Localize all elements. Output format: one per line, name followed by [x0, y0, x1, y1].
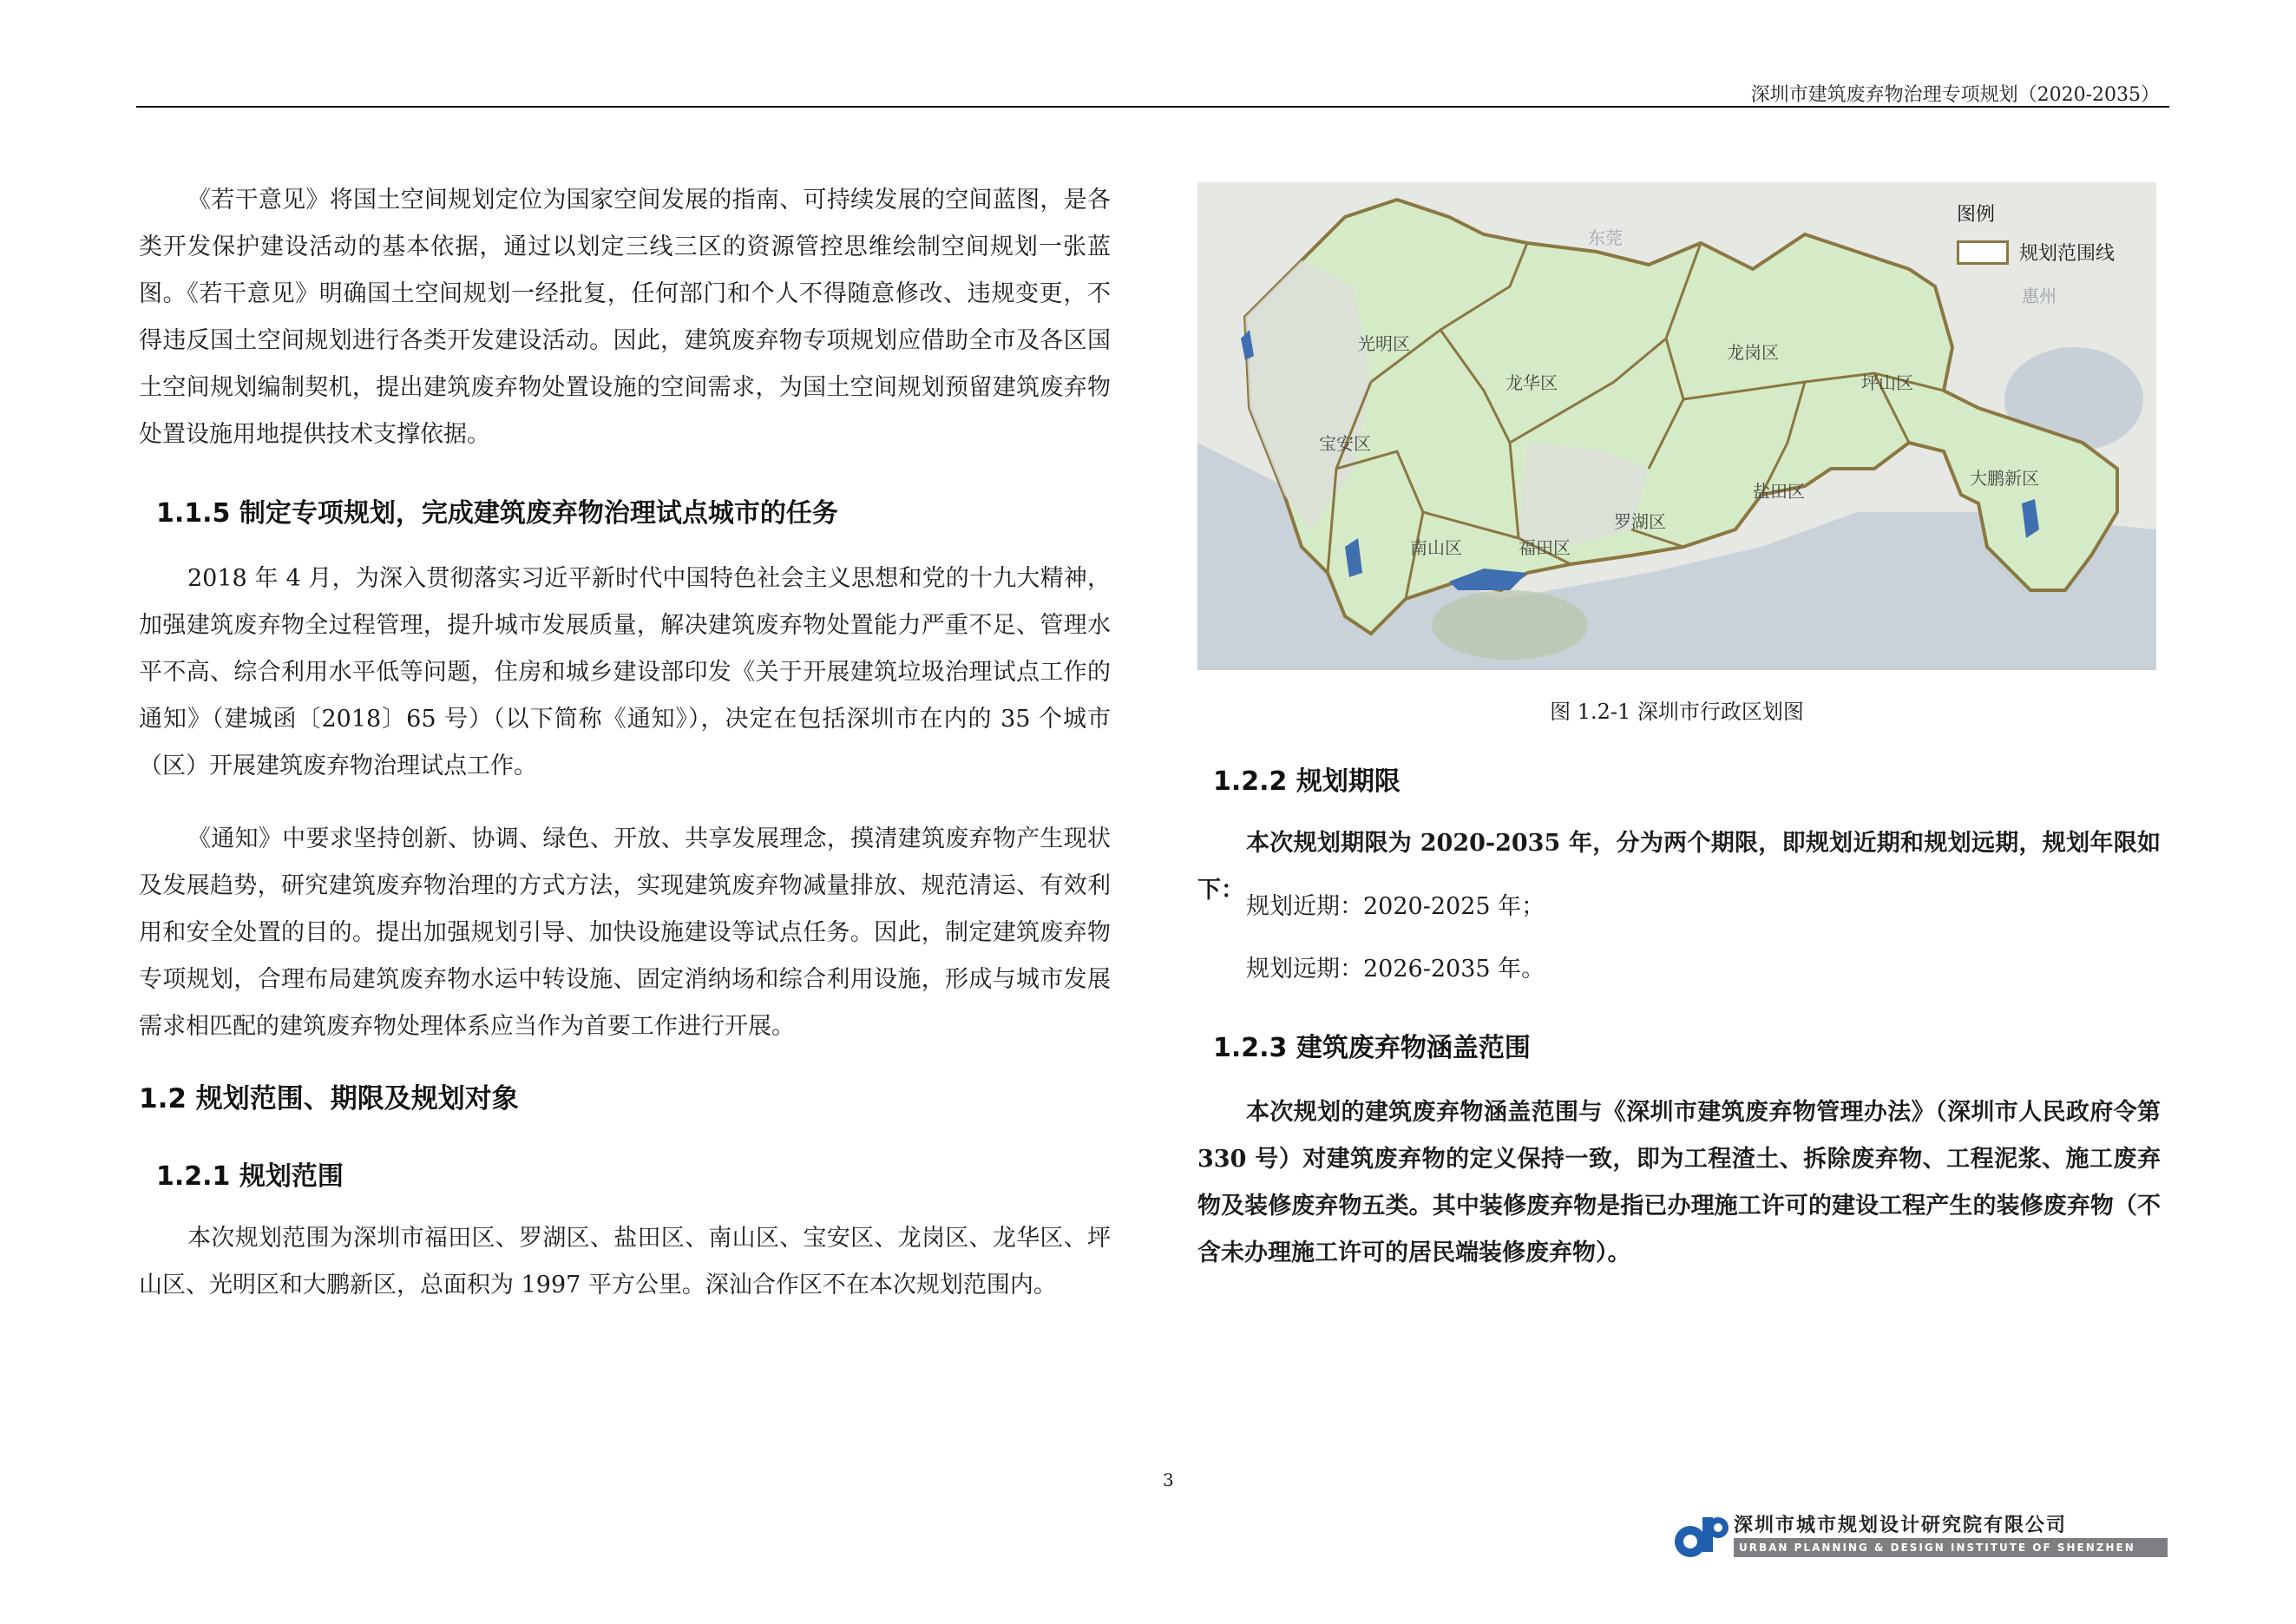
paragraph-near-term: 规划近期：2020-2025 年； [1246, 893, 1545, 920]
legend-row [1957, 239, 2115, 266]
heading-1-1-5: 1.1.5 制定专项规划，完成建筑废弃物治理试点城市的任务 [156, 498, 838, 529]
heading-1-2-2: 1.2.2 规划期限 [1213, 766, 1401, 797]
label-longhua: 龙华区 [1506, 372, 1558, 393]
label-futian: 福田区 [1519, 537, 1571, 558]
shenzhen-district-map [1197, 182, 2156, 670]
paragraph-far-term: 规划远期：2026-2035 年。 [1246, 956, 1545, 983]
heading-1-2: 1.2 规划范围、期限及规划对象 [139, 1083, 519, 1114]
footer-org-cn: 深圳市城市规划设计研究院有限公司 [1734, 1515, 2068, 1536]
label-luohu: 罗湖区 [1614, 511, 1666, 532]
label-longgang: 龙岗区 [1727, 342, 1779, 363]
figure-caption: 图 1.2-1 深圳市行政区划图 [1550, 700, 1804, 724]
map-legend [1957, 200, 2115, 266]
paragraph-coverage: 本次规划的建筑废弃物涵盖范围与《深圳市建筑废弃物管理办法》（深圳市人民政府令第 330 号）对建筑废弃物的定义保持一致，即为工程渣土、拆除废弃物、工程泥浆、施工废弃物及装修废弃物五类。其中装修废弃物是指已办理施工许可的建设工程产生的装修废弃物（不含未办理施工许可的居民端装修废弃物）。 [1197, 1099, 2161, 1266]
institute-logo-icon [1666, 1510, 1735, 1562]
page-number: 3 [1163, 1469, 1174, 1490]
paragraph-2018: 2018 年 4 月，为深入贯彻落实习近平新时代中国特色社会主义思想和党的十九大精神，加强建筑废弃物全过程管理，提升城市发展质量，解决建筑废弃物处置能力严重不足、管理水平不高、综合利用水平低等问题，住房和城乡建设部印发《关于开展建筑垃圾治理试点工作的通知》（建城函〔2018〕65 号）（以下简称《通知》），决定在包括深圳市在内的 35 个城市（区）开展建筑废弃物治理试点工作。 [139, 565, 1111, 779]
label-nanshan: 南山区 [1410, 537, 1462, 558]
header-title: 深圳市建筑废弃物治理专项规划（2020-2035） [1750, 84, 2160, 106]
label-pingshan: 坪山区 [1861, 372, 1913, 393]
heading-1-2-3: 1.2.3 建筑废弃物涵盖范围 [1213, 1033, 1531, 1063]
label-guangming: 光明区 [1358, 333, 1410, 354]
label-yantian: 盐田区 [1753, 481, 1805, 502]
paragraph-scope: 本次规划范围为深圳市福田区、罗湖区、盐田区、南山区、宝安区、龙岗区、龙华区、坪山区、光明区和大鹏新区，总面积为 1997 平方公里。深汕合作区不在本次规划范围内。 [139, 1225, 1111, 1299]
header-rule [136, 106, 2169, 108]
label-dongguan: 东莞 [1588, 227, 1623, 248]
label-huizhou: 惠州 [2022, 286, 2057, 306]
footer-org-en: URBAN PLANNING & DESIGN INSTITUTE OF SHENZHEN [1734, 1538, 2168, 1557]
paragraph-tongzhi: 《通知》中要求坚持创新、协调、绿色、开放、共享发展理念，摸清建筑废弃物产生现状及发展趋势，研究建筑废弃物治理的方式方法，实现建筑废弃物减量排放、规范清运、有效利用和安全处置的目的。提出加强规划引导、加快设施建设等试点任务。因此，制定建筑废弃物专项规划，合理布局建筑废弃物水运中转设施、固定消纳场和综合利用设施，形成与城市发展需求相匹配的建筑废弃物处理体系应当作为首要工作进行开展。 [139, 825, 1111, 1040]
label-dapeng: 大鹏新区 [1970, 468, 2039, 489]
paragraph-period: 本次规划期限为 2020-2035 年，分为两个期限，即规划近期和规划远期，规划年限如下： [1197, 830, 2161, 904]
footer-logo [1666, 1510, 2169, 1562]
heading-1-2-1: 1.2.1 规划范围 [156, 1161, 344, 1192]
legend-title: 图例 [1957, 204, 1996, 226]
legend-label: 规划范围线 [2019, 243, 2116, 265]
legend-swatch-boundary [1957, 240, 2009, 265]
label-baoan: 宝安区 [1319, 433, 1371, 454]
paragraph-ruoganyijian: 《若干意见》将国土空间规划定位为国家空间发展的指南、可持续发展的空间蓝图，是各类开发保护建设活动的基本依据，通过以划定三线三区的资源管控思维绘制空间规划一张蓝图。《若干意见》明确国土空间规划一经批复，任何部门和个人不得随意修改、违规变更，不得违反国土空间规划进行各类开发建设活动。因此，建筑废弃物专项规划应借助全市及各区国土空间规划编制契机，提出建筑废弃物处置设施的空间需求，为国土空间规划预留建筑废弃物处置设施用地提供技术支撑依据。 [139, 187, 1111, 448]
